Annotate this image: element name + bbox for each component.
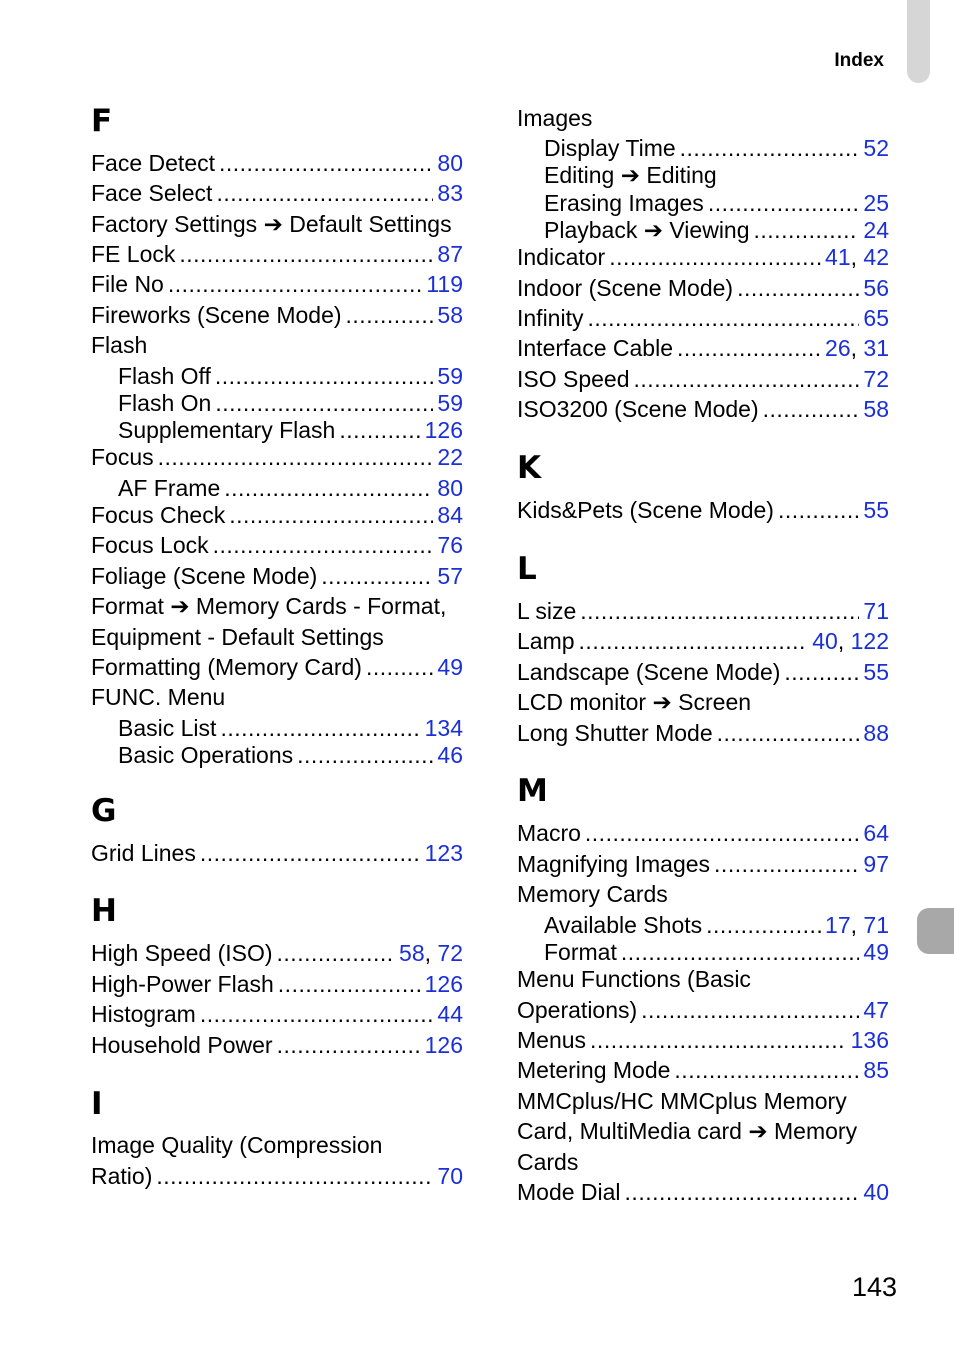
page-link[interactable]: 97 [863, 851, 889, 877]
page-link[interactable]: 71 [863, 598, 889, 624]
entry-term: Foliage (Scene Mode) [91, 563, 318, 589]
page-refs [863, 718, 889, 748]
page-link[interactable]: 71 [863, 912, 889, 938]
entry-term: Playback ➔ Viewing [544, 217, 750, 243]
page-link[interactable]: 58 [399, 940, 425, 966]
page-link[interactable]: 24 [863, 217, 889, 243]
page-refs [426, 269, 463, 299]
dot-leader [708, 188, 860, 218]
index-entry [91, 239, 463, 269]
index-entry [544, 215, 889, 245]
entry-term: Menus [517, 1027, 587, 1053]
dot-leader [714, 849, 859, 879]
page-refs [825, 910, 889, 940]
page-link[interactable]: 31 [863, 335, 889, 361]
page-link[interactable]: 88 [863, 720, 889, 746]
dot-leader [674, 1055, 859, 1085]
page-refs [437, 178, 463, 208]
entry-term: Supplementary Flash [118, 417, 336, 443]
entry-term: Magnifying Images [517, 851, 711, 877]
entry-term: Indoor (Scene Mode) [517, 275, 734, 301]
entry-term: Editing ➔ Editing [544, 162, 717, 188]
section-letter: G [91, 793, 117, 829]
page-link[interactable]: 40 [863, 1179, 889, 1205]
page-refs [425, 1030, 463, 1060]
entry-term: Mode Dial [517, 1179, 621, 1205]
index-entry [118, 473, 463, 503]
page-link[interactable]: 84 [437, 502, 463, 528]
dot-leader [224, 473, 433, 503]
index-entry [544, 937, 889, 967]
index-entry [91, 652, 463, 682]
page-refs [812, 626, 889, 656]
dot-leader [229, 500, 433, 530]
page-refs [437, 652, 463, 682]
index-entry [517, 657, 889, 687]
index-entry [517, 818, 889, 848]
dot-leader [677, 333, 821, 363]
dot-leader [641, 995, 859, 1025]
index-entry [91, 561, 463, 591]
entry-term: ISO3200 (Scene Mode) [517, 396, 759, 422]
index-entry [91, 622, 463, 652]
entry-term: Household Power [91, 1032, 273, 1058]
page-refs [863, 818, 889, 848]
page-refs [437, 148, 463, 178]
index-entry [91, 442, 463, 472]
entry-term: Face Select [91, 180, 213, 206]
entry-term: LCD monitor ➔ Screen [517, 689, 752, 715]
index-entry [517, 879, 889, 909]
page-separator: , [837, 628, 851, 654]
page-link[interactable]: 85 [863, 1057, 889, 1083]
entry-term: Indicator [517, 244, 606, 270]
page-refs [863, 133, 889, 163]
page-refs [437, 239, 463, 269]
index-entry [517, 995, 889, 1025]
dot-leader [277, 938, 396, 968]
entry-term: Image Quality (Compression [91, 1132, 383, 1158]
dot-leader [346, 300, 434, 330]
page-link[interactable]: 126 [424, 417, 463, 443]
index-entry [517, 1055, 889, 1085]
entry-term: ISO Speed [517, 366, 630, 392]
page-refs [425, 969, 463, 999]
dot-leader [339, 415, 420, 445]
dot-leader [763, 394, 860, 424]
dot-leader [784, 657, 859, 687]
section-letter: F [91, 103, 113, 139]
entry-term: Histogram [91, 1001, 196, 1027]
index-entry [91, 148, 463, 178]
entry-term: Fireworks (Scene Mode) [91, 302, 342, 328]
entry-term: Flash [91, 332, 148, 358]
dot-leader [215, 388, 433, 418]
dot-leader [585, 818, 860, 848]
entry-term: Focus Check [91, 502, 226, 528]
index-entry [118, 713, 463, 743]
page-link[interactable]: 126 [424, 1032, 463, 1058]
page-separator: , [850, 912, 864, 938]
chapter-tab-side [917, 908, 954, 954]
page-link[interactable]: 123 [424, 840, 463, 866]
entry-term: Basic Operations [118, 742, 294, 768]
page-link[interactable]: 55 [863, 659, 889, 685]
entry-term: Images [517, 105, 593, 131]
index-entry [517, 273, 889, 303]
index-entry [91, 1130, 463, 1160]
dot-leader [200, 999, 434, 1029]
page-link[interactable]: 56 [863, 275, 889, 301]
entry-term: High Speed (ISO) [91, 940, 273, 966]
page-link[interactable]: 65 [863, 305, 889, 331]
page-refs [863, 495, 889, 525]
page-refs [863, 1177, 889, 1207]
entry-term: Infinity [517, 305, 584, 331]
page-link[interactable]: 58 [863, 396, 889, 422]
page-link[interactable]: 126 [424, 971, 463, 997]
page-refs [399, 938, 463, 968]
page-refs [425, 415, 463, 445]
dot-leader [634, 364, 860, 394]
page-separator: , [850, 335, 864, 361]
page-link[interactable]: 49 [863, 939, 889, 965]
entry-term: Basic List [118, 715, 217, 741]
entry-term: Long Shutter Mode [517, 720, 713, 746]
dot-leader [717, 718, 860, 748]
dot-leader [621, 937, 860, 967]
entry-term: FUNC. Menu [91, 684, 226, 710]
page-separator: , [424, 940, 438, 966]
dot-leader [754, 215, 860, 245]
section-letter: M [517, 773, 548, 809]
entry-term: Grid Lines [91, 840, 196, 866]
index-entry [91, 1030, 463, 1060]
page-refs [437, 500, 463, 530]
entry-term: Face Detect [91, 150, 215, 176]
dot-leader [587, 303, 859, 333]
entry-term: Macro [517, 820, 581, 846]
page-refs [437, 442, 463, 472]
index-entry [517, 242, 889, 272]
entry-term: Format [544, 939, 617, 965]
index-entry [91, 938, 463, 968]
page-link[interactable]: 49 [437, 654, 463, 680]
index-entry [517, 718, 889, 748]
index-entry [91, 269, 463, 299]
index-entry [91, 500, 463, 530]
dot-leader [737, 273, 859, 303]
entry-term: Interface Cable [517, 335, 673, 361]
page-refs [425, 713, 463, 743]
page-refs [863, 364, 889, 394]
page-link[interactable]: 72 [437, 940, 463, 966]
entry-term: Formatting (Memory Card) [91, 654, 362, 680]
page-link[interactable]: 26 [825, 335, 851, 361]
dot-leader [366, 652, 433, 682]
dot-leader [680, 133, 860, 163]
index-entry [91, 178, 463, 208]
entry-term: Available Shots [544, 912, 703, 938]
page-link[interactable]: 80 [437, 150, 463, 176]
page-refs [863, 273, 889, 303]
page-link[interactable]: 80 [437, 475, 463, 501]
dot-leader [179, 239, 433, 269]
index-entry [517, 626, 889, 656]
entry-term: Kids&Pets (Scene Mode) [517, 497, 774, 523]
entry-term: Erasing Images [544, 190, 704, 216]
index-entry [544, 910, 889, 940]
entry-term: Factory Settings ➔ Default Settings [91, 211, 452, 237]
index-entry [91, 209, 463, 239]
index-entry [118, 415, 463, 445]
index-entry [91, 300, 463, 330]
entry-term: Menu Functions (Basic [517, 966, 751, 992]
entry-term: MMCplus/HC MMCplus Memory [517, 1088, 847, 1114]
index-entry [91, 1161, 463, 1191]
dot-leader [220, 713, 420, 743]
entry-term: Metering Mode [517, 1057, 671, 1083]
dot-leader [297, 740, 433, 770]
entry-term: Cards [517, 1149, 579, 1175]
page-link[interactable]: 59 [437, 363, 463, 389]
page-link[interactable]: 55 [863, 497, 889, 523]
page-refs [863, 1055, 889, 1085]
section-letter: H [91, 893, 117, 929]
page-link[interactable]: 17 [825, 912, 851, 938]
index-entry [517, 1086, 889, 1116]
entry-term: High-Power Flash [91, 971, 274, 997]
index-entry [517, 303, 889, 333]
page-refs [863, 215, 889, 245]
page-refs [437, 530, 463, 560]
page-link[interactable]: 122 [850, 628, 889, 654]
page-link[interactable]: 58 [437, 302, 463, 328]
dot-leader [580, 596, 859, 626]
index-entry [91, 838, 463, 868]
page-link[interactable]: 64 [863, 820, 889, 846]
index-entry [91, 591, 463, 621]
dot-leader [277, 1030, 421, 1060]
entry-term: Focus Lock [91, 532, 209, 558]
index-entry [517, 596, 889, 626]
entry-term: Format ➔ Memory Cards - Format, [91, 593, 447, 619]
page-link[interactable]: 59 [437, 390, 463, 416]
page-refs [437, 561, 463, 591]
page-link[interactable]: 70 [437, 1163, 463, 1189]
page-refs [437, 740, 463, 770]
page-refs [851, 1025, 889, 1055]
page-refs [437, 300, 463, 330]
index-entry [517, 364, 889, 394]
chapter-tab-top [907, 0, 930, 83]
dot-leader [216, 178, 433, 208]
page-link[interactable]: 57 [437, 563, 463, 589]
dot-leader [321, 561, 433, 591]
entry-term: Focus [91, 444, 154, 470]
section-letter: L [517, 551, 537, 587]
dot-leader [215, 361, 434, 391]
page-header-title: Index [834, 50, 884, 71]
page-refs [863, 303, 889, 333]
index-entry [544, 188, 889, 218]
dot-leader [579, 626, 809, 656]
page-refs [863, 657, 889, 687]
dot-leader [278, 969, 421, 999]
dot-leader [706, 910, 821, 940]
index-entry [91, 530, 463, 560]
index-entry [517, 1025, 889, 1055]
entry-term: Flash Off [118, 363, 211, 389]
index-entry [517, 687, 889, 717]
index-entry [544, 133, 889, 163]
page-refs [863, 188, 889, 218]
page-link[interactable]: 22 [437, 444, 463, 470]
index-entry [517, 1147, 889, 1177]
section-letter: K [517, 450, 542, 486]
page-link[interactable]: 44 [437, 1001, 463, 1027]
dot-leader [625, 1177, 860, 1207]
page-link[interactable]: 83 [437, 180, 463, 206]
index-entry [118, 361, 463, 391]
dot-leader [213, 530, 434, 560]
page-refs [863, 937, 889, 967]
page-refs [825, 333, 889, 363]
entry-term: AF Frame [118, 475, 221, 501]
page-number: 143 [852, 1272, 898, 1302]
index-entry [517, 103, 889, 133]
dot-leader [590, 1025, 847, 1055]
entry-term: Lamp [517, 628, 575, 654]
page-link[interactable]: 87 [437, 241, 463, 267]
page-refs [437, 1161, 463, 1191]
page-link[interactable]: 25 [863, 190, 889, 216]
page-link[interactable]: 119 [426, 271, 463, 297]
page-refs [825, 242, 889, 272]
entry-term: Ratio) [91, 1163, 153, 1189]
page-link[interactable]: 46 [437, 742, 463, 768]
index-entry [118, 388, 463, 418]
dot-leader [158, 442, 434, 472]
page-link[interactable]: 52 [863, 135, 889, 161]
page-link[interactable]: 134 [424, 715, 463, 741]
index-entry [517, 394, 889, 424]
entry-term: Landscape (Scene Mode) [517, 659, 781, 685]
page-separator: , [850, 244, 864, 270]
entry-term: Memory Cards [517, 881, 668, 907]
index-entry [517, 964, 889, 994]
page-link[interactable]: 76 [437, 532, 463, 558]
page-link[interactable]: 41 [825, 244, 851, 270]
entry-term: Display Time [544, 135, 676, 161]
page-refs [863, 394, 889, 424]
index-entry [118, 740, 463, 770]
index-entry [544, 160, 889, 190]
index-entry [517, 1177, 889, 1207]
page-refs [863, 849, 889, 879]
page-refs [437, 999, 463, 1029]
entry-term: File No [91, 271, 164, 297]
index-entry [91, 999, 463, 1029]
section-letter: I [91, 1086, 103, 1122]
page-link[interactable]: 47 [863, 997, 889, 1023]
page-refs [437, 361, 463, 391]
entry-term: Operations) [517, 997, 638, 1023]
index-entry [517, 495, 889, 525]
index-entry [91, 969, 463, 999]
page-refs [437, 473, 463, 503]
entry-term: FE Lock [91, 241, 176, 267]
entry-term: Flash On [118, 390, 212, 416]
entry-term: Equipment - Default Settings [91, 624, 384, 650]
page-link[interactable]: 72 [863, 366, 889, 392]
page-refs [425, 838, 463, 868]
dot-leader [219, 148, 433, 178]
dot-leader [778, 495, 859, 525]
dot-leader [156, 1161, 433, 1191]
page-refs [863, 596, 889, 626]
dot-leader [609, 242, 821, 272]
entry-term: Card, MultiMedia card ➔ Memory [517, 1118, 858, 1144]
page-link[interactable]: 40 [812, 628, 838, 654]
index-entry [517, 333, 889, 363]
page-link[interactable]: 136 [850, 1027, 889, 1053]
page-link[interactable]: 42 [863, 244, 889, 270]
dot-leader [200, 838, 421, 868]
index-entry [517, 1116, 889, 1146]
index-entry [517, 849, 889, 879]
dot-leader [168, 269, 422, 299]
entry-term: L size [517, 598, 577, 624]
page-refs [437, 388, 463, 418]
index-entry [91, 682, 463, 712]
page-refs [863, 995, 889, 1025]
index-entry [91, 330, 463, 360]
